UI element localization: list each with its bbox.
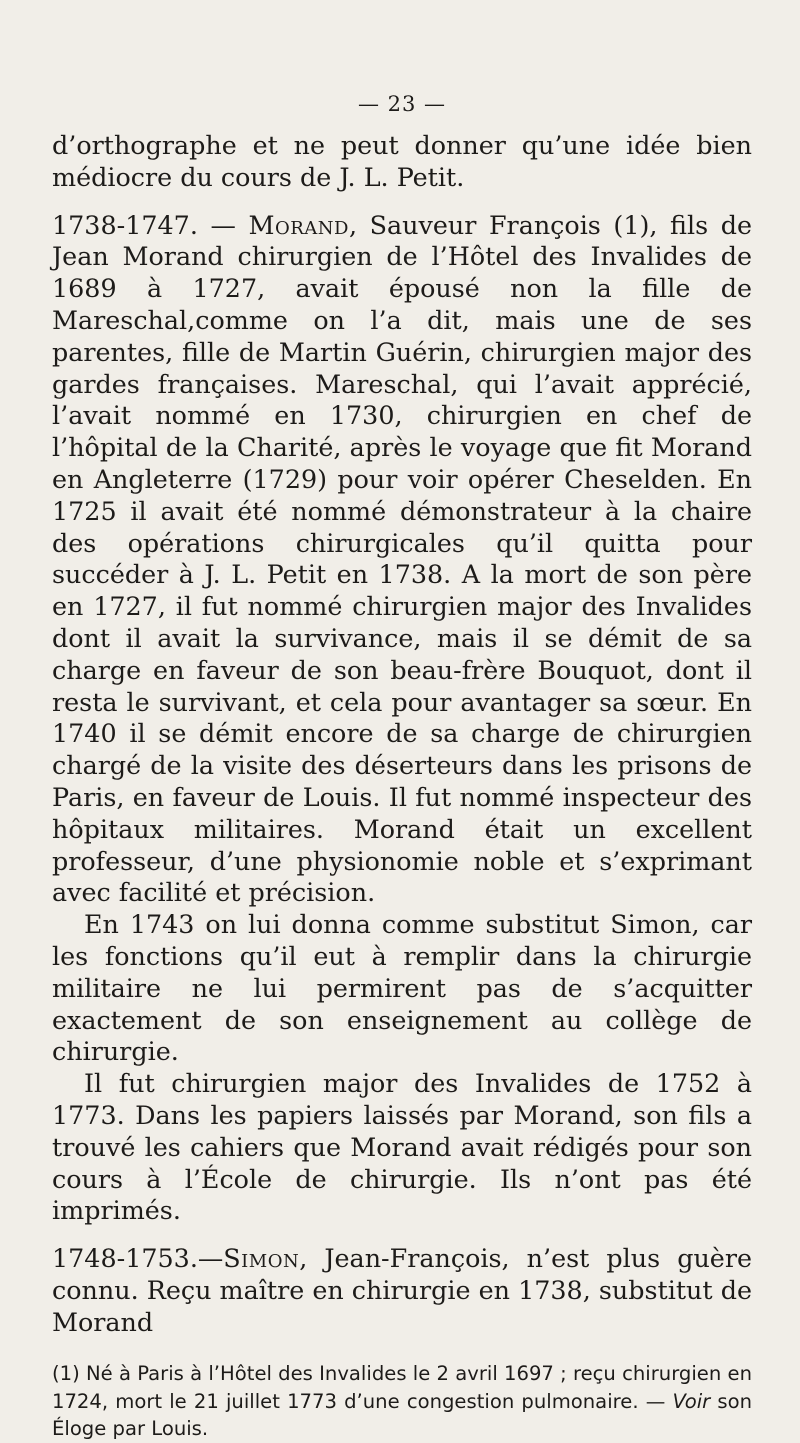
entry-text: , Jean-François, n’est plus guère connu. Reçu maître en chirurgie en 1738, substitut de Morand (52, 1243, 752, 1337)
entry-name: Simon (223, 1243, 300, 1274)
footnote-voir: Voir (672, 1389, 711, 1413)
footnote-body: (1) Né à Paris à l’Hôtel des Invalides le 2 avril 1697 ; reçu chirurgien en 1724, mort le 21 juillet 1773 d’une congestion pulmonaire. — (52, 1362, 752, 1413)
paragraph-5 (52, 1243, 752, 1338)
paragraph-4: Il fut chirurgien major des Invalides de 1752 à 1773. Dans les papiers laissés par Morand, son fils a trouvé les cahiers que Morand avait rédigés pour son cours à l’École de chirurgie. Ils n’ont pas été imprimés. (52, 1068, 752, 1226)
paragraph-3: En 1743 on lui donna comme substitut Simon, car les fonctions qu’il eut à remplir dans la chirurgie militaire ne lui permirent pas de s’acquitter exactement de son enseignement au collège de chirurgie. (52, 909, 752, 1067)
body-text (52, 130, 752, 1338)
footnote-text (52, 1360, 752, 1443)
footnote (52, 1360, 752, 1443)
entry-name: Morand (248, 209, 349, 240)
footnote-tail: son Éloge par Louis. (52, 1389, 752, 1441)
paragraph-2 (52, 210, 752, 910)
document-page (52, 92, 752, 1443)
paragraph-1: d’orthographe et ne peut donner qu’une idée bien médiocre du cours de J. L. Petit. (52, 130, 752, 192)
entry-dates: 1738-1747. — (52, 209, 249, 240)
entry-text: , Sauveur François (1), fils de Jean Morand chirurgien de l’Hôtel des Invalides de 1689 à 1727, avait épousé non la fille de Mareschal,comme on l’a dit, mais une de ses parentes, fille de Martin Guérin, chirurgien major des gardes françaises. Mareschal, qui l’avait apprécié, l’avait nommé en 1730, chirurgien en chef de l’hôpital de la Charité, après le voyage que fit Morand en Angleterre (1729) pour voir opérer Cheselden. En 1725 il avait été nommé démonstrateur à la chaire des opérations chirurgicales qu’il quitta pour succéder à J. L. Petit en 1738. A la mort de son père en 1727, il fut nommé chirurgien major des Invalides dont il avait la survivance, mais il se démit de sa charge en faveur de son beau-frère Bouquot, dont il resta le survivant, et cela pour avantager sa sœur. En 1740 il se démit encore de sa charge de chirurgien chargé de la visite des déserteurs dans les prisons de Paris, en faveur de Louis. Il fut nommé inspecteur des hôpitaux militaires. Morand était un excellent professeur, d’une physionomie noble et s’exprimant avec facilité et précision. (52, 209, 752, 908)
entry-dates: 1748-1753.— (52, 1243, 224, 1274)
page-number: — 23 — (357, 92, 447, 116)
